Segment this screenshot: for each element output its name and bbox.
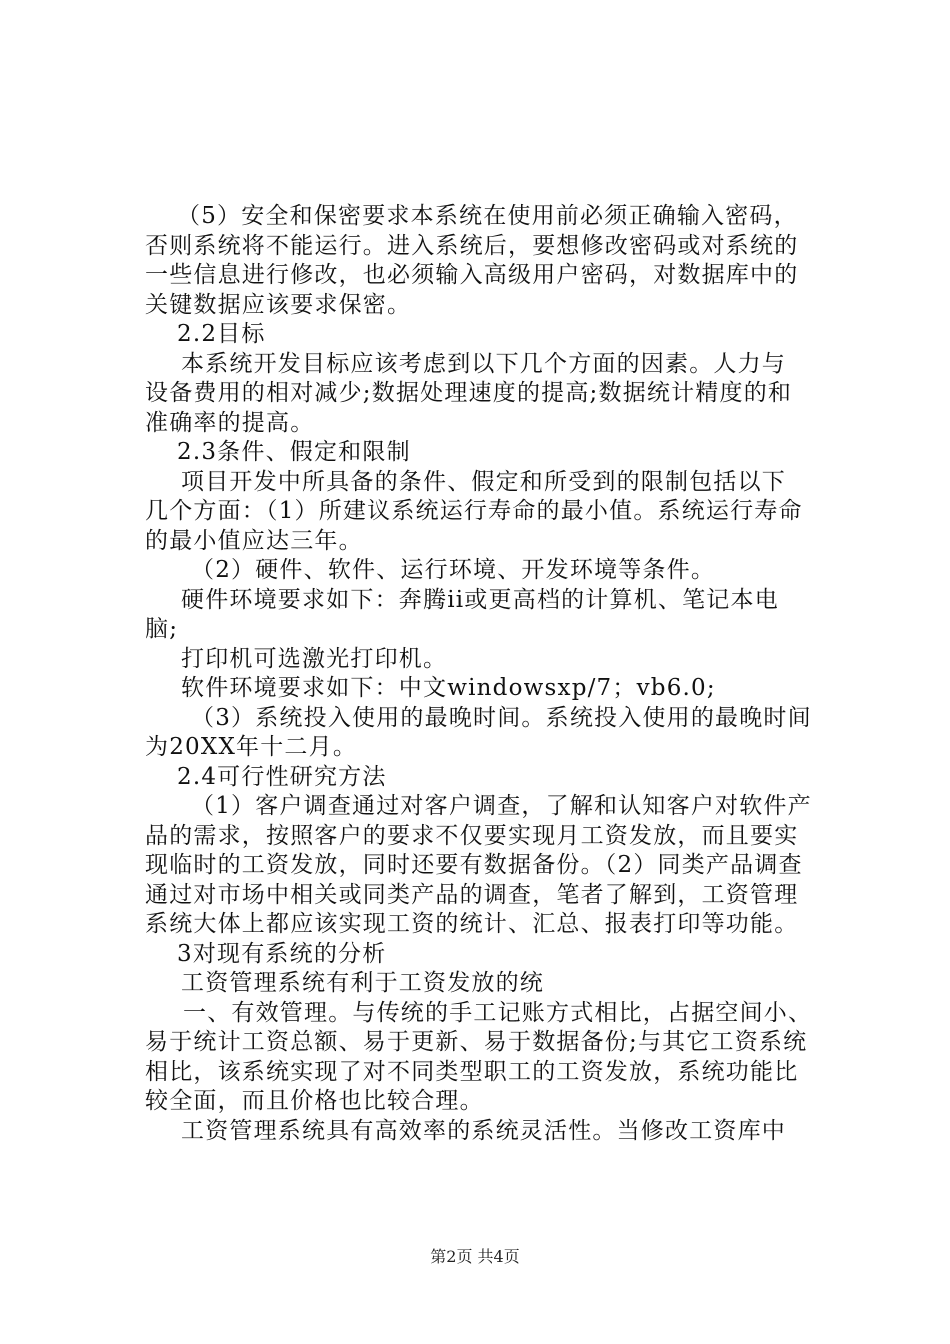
text-line: 设备费用的相对减少;数据处理速度的提高;数据统计精度的和 <box>145 380 793 406</box>
text-line: 相比，该系统实现了对不同类型职工的工资发放，系统功能比 <box>145 1058 799 1085</box>
text-line: 硬件环境要求如下：奔腾ii或更高档的计算机、笔记本电 <box>181 586 779 613</box>
text-line: 软件环境要求如下：中文windowsxp/7；vb6.0; <box>181 675 716 701</box>
text-line: 否则系统将不能运行。进入系统后，要想修改密码或对系统的 <box>145 232 799 259</box>
text-line: 品的需求，按照客户的要求不仅要实现月工资发放，而且要实 <box>145 822 799 849</box>
text-line: 一、有效管理。与传统的手工记账方式相比，占据空间小、 <box>183 999 813 1026</box>
text-line: 为20XX年十二月。 <box>145 734 358 760</box>
text-line: （2）硬件、软件、运行环境、开发环境等条件。 <box>191 557 716 583</box>
text-line: 几个方面：（1）所建议系统运行寿命的最小值。系统运行寿命 <box>145 498 803 524</box>
text-line: （1）客户调查通过对客户调查，了解和认知客户对软件产 <box>191 793 812 819</box>
text-line: 工资管理系统具有高效率的系统灵活性。当修改工资库中 <box>181 1117 786 1144</box>
text-line: （3）系统投入使用的最晚时间。系统投入使用的最晚时间 <box>191 704 812 731</box>
text-line: 脑; <box>145 616 179 642</box>
page-footer: 第2页 共4页 <box>430 1247 520 1266</box>
text-line: 易于统计工资总额、易于更新、易于数据备份;与其它工资系统 <box>145 1029 808 1055</box>
text-line: 工资管理系统有利于工资发放的统 <box>181 970 544 996</box>
text-line: 本系统开发目标应该考虑到以下几个方面的因素。人力与 <box>181 350 786 377</box>
text-line: 准确率的提高。 <box>145 409 315 436</box>
text-line: 项目开发中所具备的条件、假定和所受到的限制包括以下 <box>181 468 786 495</box>
text-line: 较全面，而且价格也比较合理。 <box>145 1088 484 1114</box>
text-line: 的最小值应达三年。 <box>145 527 363 554</box>
text-line: 3对现有系统的分析 <box>177 940 387 967</box>
text-line: 关键数据应该要求保密。 <box>145 291 412 318</box>
text-line: 2.4可行性研究方法 <box>177 763 387 790</box>
text-line: 打印机可选激光打印机。 <box>181 645 448 672</box>
text-line: 通过对市场中相关或同类产品的调查，笔者了解到，工资管理 <box>145 881 799 908</box>
text-line: 现临时的工资发放，同时还要有数据备份。（2）同类产品调查 <box>145 852 803 878</box>
document-body <box>145 202 835 1146</box>
text-line: 系统大体上都应该实现工资的统计、汇总、报表打印等功能。 <box>145 911 799 937</box>
text-line: 2.2目标 <box>177 321 266 347</box>
text-line: （5）安全和保密要求本系统在使用前必须正确输入密码， <box>177 203 798 229</box>
text-line: 2.3条件、假定和限制 <box>177 439 411 465</box>
text-line: 一些信息进行修改，也必须输入高级用户密码，对数据库中的 <box>145 262 799 288</box>
